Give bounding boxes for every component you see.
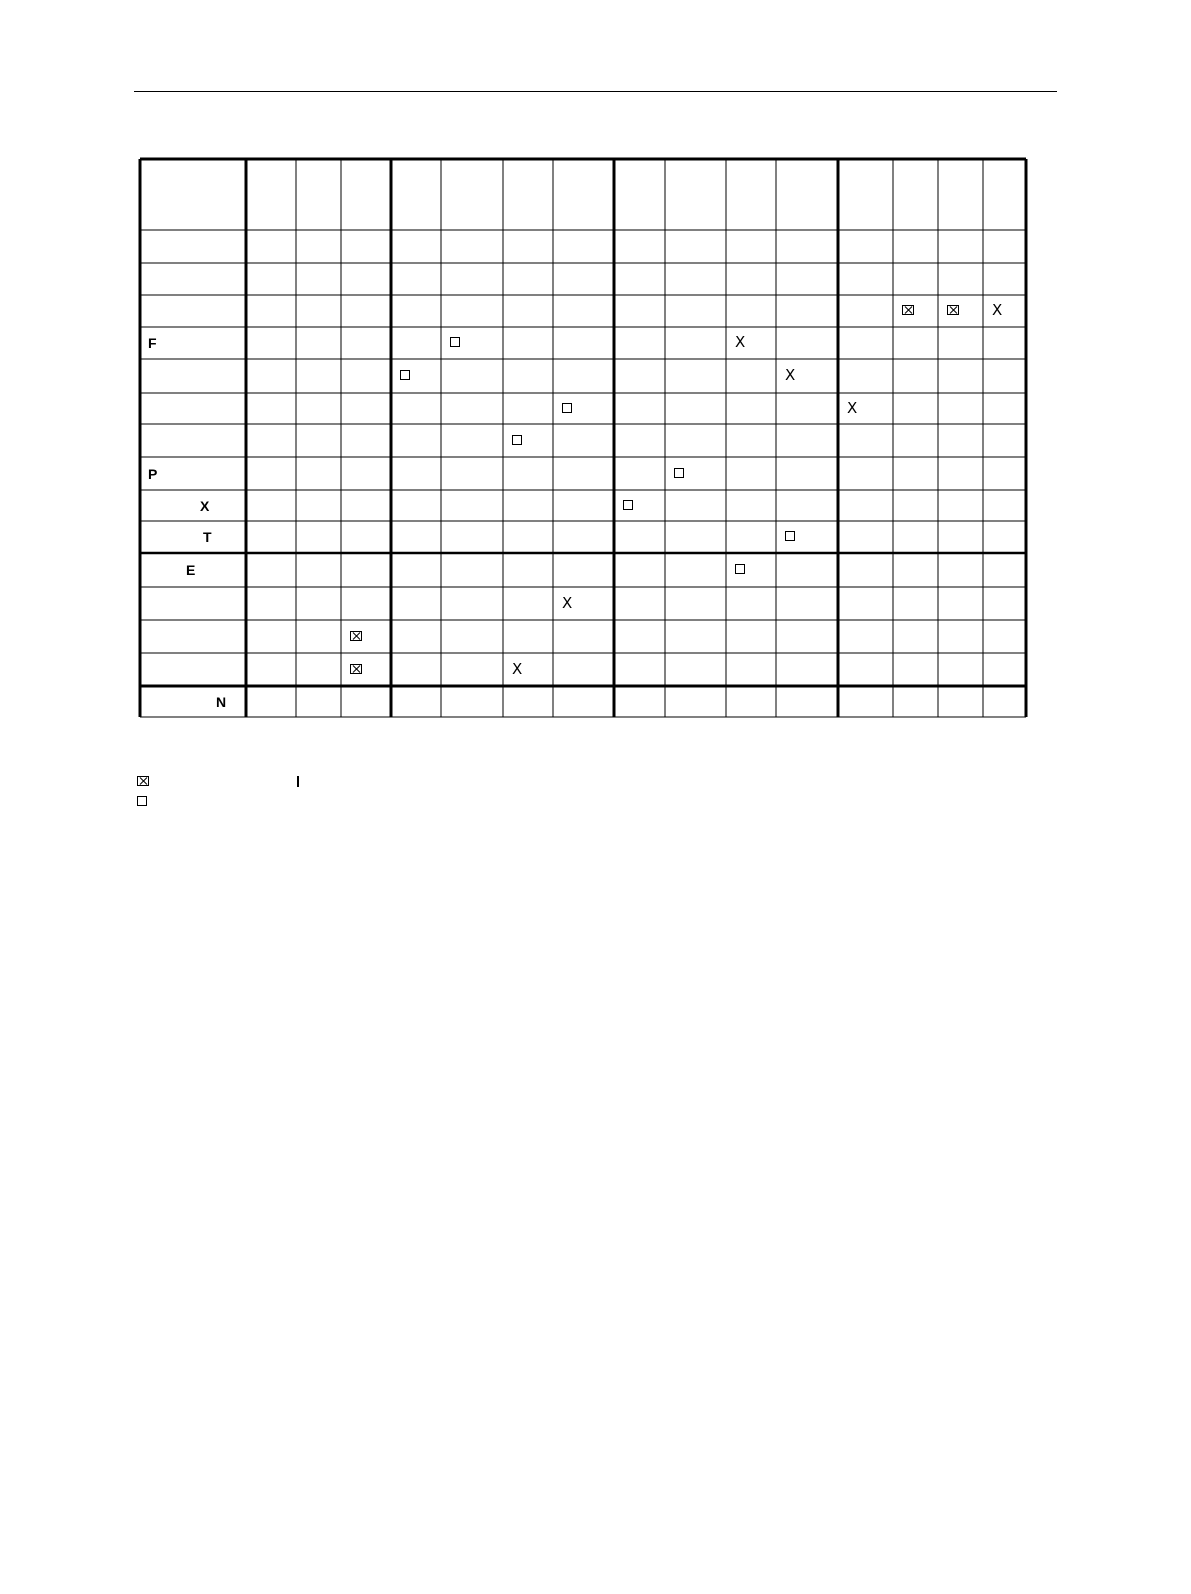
empty-box-icon xyxy=(785,531,795,541)
empty-box-icon xyxy=(137,796,147,806)
empty-box-icon xyxy=(512,435,522,445)
x-mark: X xyxy=(512,659,523,678)
x-mark: X xyxy=(562,593,573,612)
checked-box-icon xyxy=(350,664,362,674)
row-label: X xyxy=(200,497,210,514)
row-label: T xyxy=(203,529,212,545)
checked-box-icon xyxy=(137,776,149,786)
checked-box-icon xyxy=(902,305,914,315)
x-mark: X xyxy=(785,366,796,384)
matrix-table xyxy=(0,0,1191,740)
x-mark: X xyxy=(992,301,1003,319)
x-mark: X xyxy=(847,398,858,417)
empty-box-icon xyxy=(623,500,633,510)
legend-bar-mark xyxy=(297,776,299,787)
row-label: N xyxy=(216,693,227,710)
row-label: E xyxy=(186,562,196,578)
x-mark: X xyxy=(735,333,746,351)
row-label: F xyxy=(148,335,157,351)
checked-box-icon xyxy=(350,631,362,641)
empty-box-icon xyxy=(735,564,745,574)
empty-box-icon xyxy=(674,468,684,478)
empty-box-icon xyxy=(400,370,410,380)
row-label: P xyxy=(148,465,158,482)
checked-box-icon xyxy=(947,305,959,315)
empty-box-icon xyxy=(450,337,460,347)
empty-box-icon xyxy=(562,403,572,413)
